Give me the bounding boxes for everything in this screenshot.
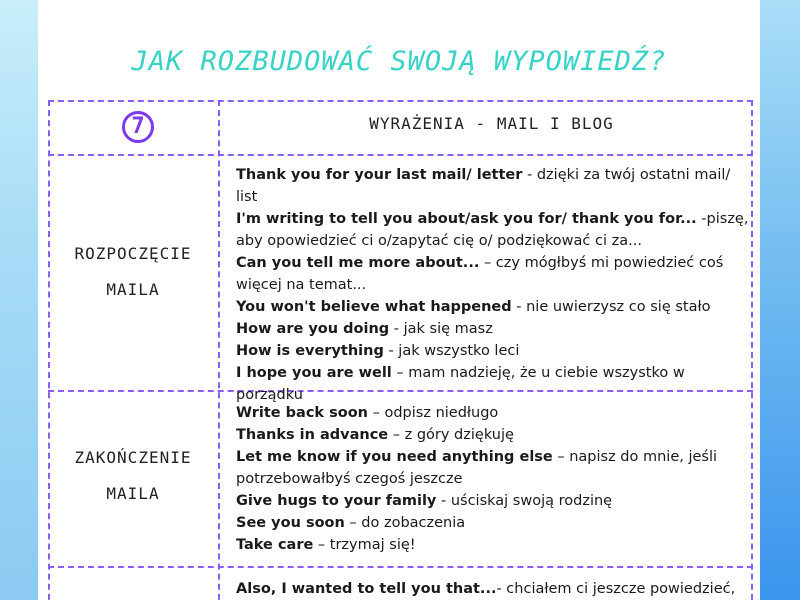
phrase-pl: – czy mógłbyś mi powiedzieć coś więcej na temat... [236,255,724,293]
phrase-entry [236,424,752,446]
phrases-body [228,578,752,600]
phrase-en: You won't believe what happened [236,299,512,315]
phrase-en: Thanks in advance [236,427,389,443]
phrase-pl: – napisz do mnie, jeśli potrzebowałbyś czegoś jeszcze [236,449,718,487]
phrase-pl: - jak wszystko leci [383,343,520,359]
phrase-entry [236,208,752,252]
phrase-pl: - dzięki za twój ostatni mail/ list [236,167,731,205]
phrases-closing [228,402,752,556]
row-label-line: MAILA [106,280,160,299]
table-divider [48,566,753,568]
phrase-entry [236,512,752,534]
phrases-table [48,100,753,600]
row-label-closing [48,440,218,512]
phrase-pl: – mam nadzieję, że u ciebie wszystko w porządku [236,365,685,403]
column-header: WYRAŻENIA - MAIL I BLOG [369,114,614,133]
row-label-line: ROZPOCZĘCIE [74,244,192,263]
right-background-strip [760,0,800,600]
phrase-entry [236,446,752,490]
phrase-pl: -piszę, aby opowiedzieć ci o/zapytać cię o/ podziękować ci za... [236,211,749,249]
number-badge: 7 [122,111,154,143]
table-column-divider [218,100,220,600]
phrase-entry [236,318,752,340]
phrase-pl: – trzymaj się! [313,537,416,553]
phrase-en: Also, I wanted to tell you that... [236,581,497,597]
table-divider [48,154,753,156]
row-label-line: MAILA [106,484,160,503]
phrase-pl: - jak się masz [389,321,493,337]
phrase-entry [236,164,752,208]
phrase-en: Can you tell me more about... [236,255,480,271]
worksheet-page [38,0,760,600]
phrase-en: I'm writing to tell you about/ask you for/ thank you for... [236,211,697,227]
phrase-pl: - chciałem ci jeszcze powiedzieć, [496,581,736,597]
phrase-entry [236,490,752,512]
phrase-en: See you soon [236,515,345,531]
row-label-line: ZAKOŃCZENIE [74,448,192,467]
phrase-pl: – do zobaczenia [344,515,466,531]
table-border-left [48,100,50,600]
phrase-en: Give hugs to your family [236,493,437,509]
left-background-strip [0,0,38,600]
phrase-entry [236,534,752,556]
phrase-entry [236,296,752,318]
page-title: JAK ROZBUDOWAĆ SWOJĄ WYPOWIEDŹ? [131,46,667,77]
phrase-en: Thank you for your last mail/ letter [236,167,523,183]
phrase-entry [236,340,752,362]
phrase-en: I hope you are well [236,365,392,381]
phrase-entry [236,252,752,296]
phrase-entry [236,402,752,424]
phrase-pl: – z góry dziękuję [388,427,514,443]
phrase-entry [236,362,752,406]
table-border-top [48,100,753,102]
phrase-pl: – odpisz niedługo [368,405,499,421]
phrase-en: Let me know if you need anything else [236,449,553,465]
phrase-en: How is everything [236,343,384,359]
phrase-en: Take care [236,537,314,553]
phrase-en: How are you doing [236,321,390,337]
phrase-pl: - uściskaj swoją rodzinę [436,493,613,509]
phrases-opening [228,164,752,406]
phrase-pl: - nie uwierzysz co się stało [511,299,711,315]
phrase-entry [236,578,752,600]
phrase-en: Write back soon [236,405,369,421]
row-label-opening [48,236,218,308]
